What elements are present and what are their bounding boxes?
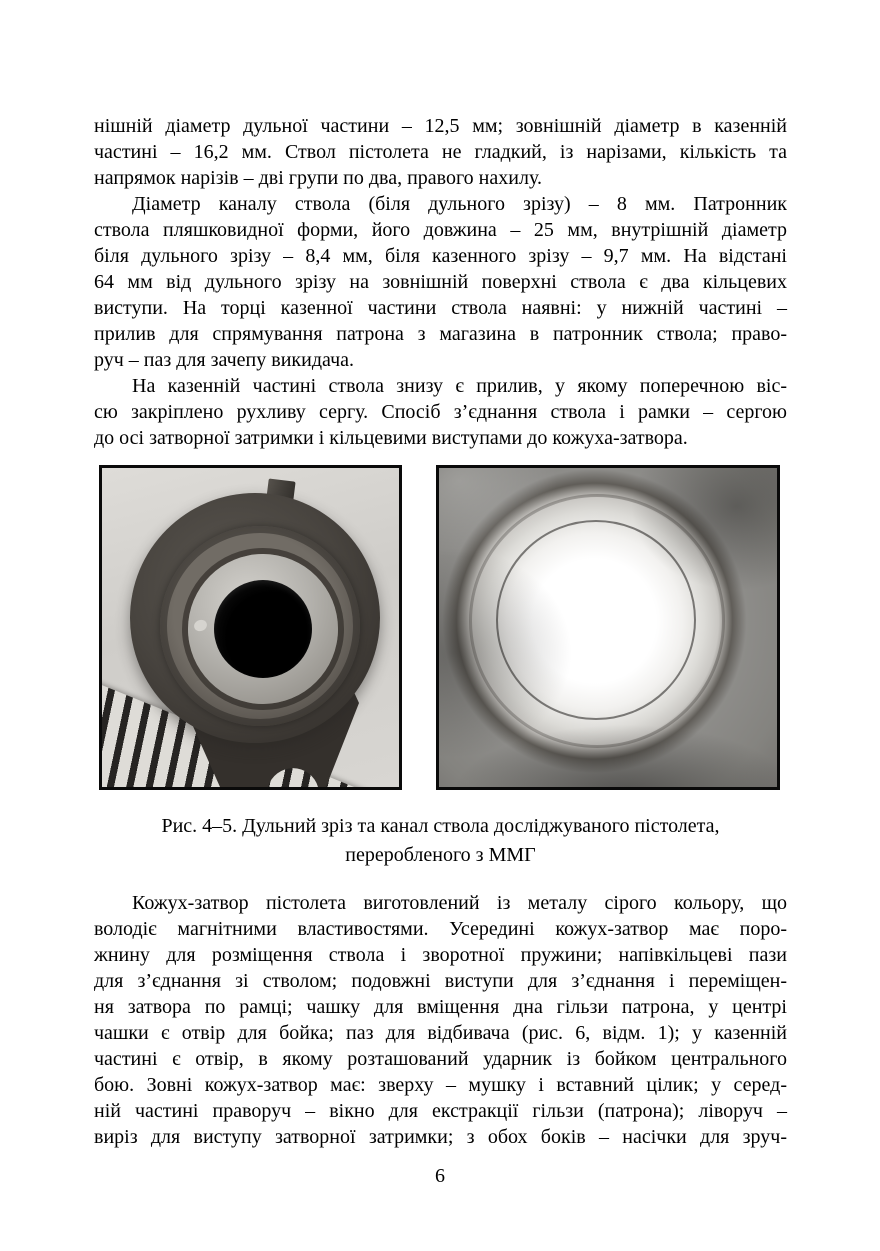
text-line: ствола пляшковидної форми, його довжина – 25 мм, внутрішній діаметр (94, 219, 787, 241)
figure-4-5 (99, 465, 787, 790)
paragraph-barrel-mount (94, 373, 787, 451)
text-line: для з’єднання зі стволом; подовжні виступи для з’єднання і переміщен- (94, 970, 787, 992)
page-number (0, 1165, 880, 1188)
page-number-value: 6 (435, 1165, 445, 1187)
text-line: біля дульного зрізу – 8,4 мм, біля казенного зрізу – 9,7 мм. На відстані (94, 245, 787, 267)
text-line: Кожух-затвор пістолета виготовлений із металу сірого кольору, що (132, 892, 787, 914)
text-line: 64 мм від дульного зрізу на зовнішній поверхні ствола є два кільцевих (94, 271, 787, 293)
text-line: жнину для розміщення ствола і зворотної пружини; напівкільцеві пази (94, 944, 787, 966)
caption-line: переробленого з ММГ (345, 844, 536, 866)
bore-ring-inner (496, 520, 696, 720)
bore-channel-photo (436, 465, 780, 790)
text-line: Діаметр каналу ствола (біля дульного зрізу) – 8 мм. Патронник (132, 193, 787, 215)
text-line: до осі затворної затримки і кільцевими виступами до кожуха-затвора. (94, 427, 688, 449)
paragraph-continuation (94, 113, 787, 191)
muzzle-face-photo (99, 465, 402, 790)
text-line: прилив для спрямування патрона з магазина в патронник ствола; право- (94, 323, 787, 345)
text-line: ня затвора по рамці; чашку для вміщення дна гільзи патрона, у центрі (94, 996, 787, 1018)
page-text-block (94, 113, 787, 1150)
text-line: володіє магнітними властивостями. Усередині кожух-затвор має поро- (94, 918, 787, 940)
text-line: руч – паз для зачепу викидача. (94, 349, 354, 371)
text-line: ній частині праворуч – вікно для екстракції гільзи (патрона); ліворуч – (94, 1100, 787, 1122)
text-line: чашки є отвір для бойка; паз для відбивача (рис. 6, відм. 1); у казенній (94, 1022, 787, 1044)
paragraph-slide-description (94, 890, 787, 1150)
text-line: частині – 16,2 мм. Ствол пістолета не гладкий, із нарізами, кількість та (94, 141, 787, 163)
text-line: нішній діаметр дульної частини – 12,5 мм; зовнішній діаметр в казенній (94, 115, 787, 137)
paragraph-barrel-dimensions (94, 191, 787, 373)
text-line: сю закріплено рухливу сергу. Спосіб з’єднання ствола і рамки – сергою (94, 401, 787, 423)
caption-line: Рис. 4–5. Дульний зріз та канал ствола досліджуваного пістолета, (161, 815, 720, 837)
text-line: бою. Зовні кожух-затвор має: зверху – мушку і вставний цілик; у серед- (94, 1074, 787, 1096)
text-line: На казенній частині ствола знизу є прилив, у якому поперечною віс- (132, 375, 787, 397)
muzzle-bore-hole (214, 580, 312, 678)
text-line: виступи. На торці казенної частини ствола наявні: у нижній частині – (94, 297, 787, 319)
text-line: частині є отвір, в якому розташований ударник із бойком центрального (94, 1048, 787, 1070)
text-line: напрямок нарізів – дві групи по два, правого нахилу. (94, 167, 542, 189)
text-line: виріз для виступу затворної затримки; з обох боків – насічки для зруч- (94, 1126, 787, 1148)
figure-caption (94, 812, 787, 870)
